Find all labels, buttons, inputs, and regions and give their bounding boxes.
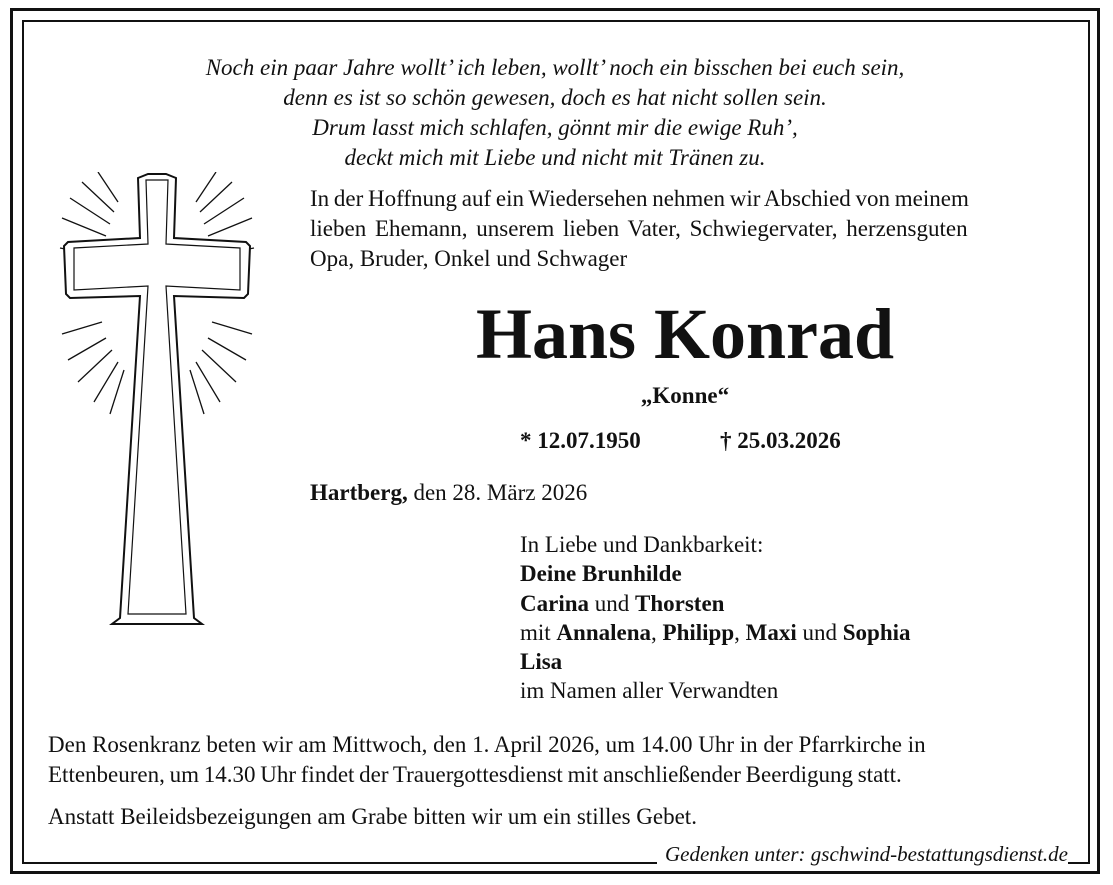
deceased-name: Hans Konrad <box>475 294 895 374</box>
birth-date: * 12.07.1950 <box>520 428 641 453</box>
signoff-closing: im Namen aller Verwandten <box>520 678 779 704</box>
memorial-website-link[interactable]: Gedenken unter: gschwind-bestattungsdienst.de <box>657 841 1068 867</box>
poem-line: denn es ist so schön gewesen, doch es hat nicht sollen sein. <box>283 85 827 110</box>
grandchild-name: Annalena <box>556 619 652 645</box>
signoff-relative: Lisa <box>520 649 563 675</box>
conjunction: und <box>796 619 843 645</box>
place-date <box>310 478 587 508</box>
date: den 28. März 2026 <box>407 480 588 505</box>
grandchild-name: Philipp <box>662 619 735 645</box>
intro-line: Opa, Bruder, Onkel und Schwager <box>310 246 628 271</box>
rosary-line: Den Rosenkranz beten wir am Mittwoch, den 1. April 2026, um 14.00 Uhr in der Pfarrkirche in <box>48 732 926 757</box>
child-name: Carina <box>520 590 589 616</box>
death-date: † 25.03.2026 <box>720 428 841 453</box>
signoff-intro: In Liebe und Dankbarkeit: <box>520 532 764 557</box>
grandchild-name: Maxi <box>745 619 797 645</box>
condolence-request: Anstatt Beileidsbezeigungen am Grabe bitten wir um ein stilles Gebet. <box>48 804 697 829</box>
signoff-wife: Deine Brunhilde <box>520 561 682 587</box>
conjunction: und <box>589 590 635 616</box>
deceased-nickname: „Konne“ <box>640 383 730 408</box>
poem-line: deckt mich mit Liebe und nicht mit Tränen zu. <box>344 145 766 170</box>
radiant-cross-icon <box>58 172 256 642</box>
poem <box>60 53 1050 173</box>
rosary-notice <box>48 730 1058 790</box>
preposition: mit <box>520 619 557 645</box>
place: Hartberg, <box>310 480 408 505</box>
intro-text <box>310 184 1056 274</box>
poem-line: Drum lasst mich schlafen, gönnt mir die ewige Ruh’, <box>312 115 798 140</box>
intro-line: lieben Ehemann, unserem lieben Vater, Schwiegervater, herzensguten <box>310 216 968 241</box>
intro-line: In der Hoffnung auf ein Wiedersehen nehmen wir Abschied von meinem <box>310 186 969 211</box>
signoff-grandchildren <box>520 618 911 647</box>
poem-line: Noch ein paar Jahre wollt’ ich leben, wollt’ noch ein bisschen bei euch sein, <box>205 55 905 80</box>
rosary-line: Ettenbeuren, um 14.30 Uhr findet der Trauergottesdienst mit anschließender Beerdigung statt. <box>48 762 902 787</box>
separator: , <box>734 619 746 645</box>
child-name: Thorsten <box>635 590 725 616</box>
separator: , <box>651 619 663 645</box>
signoff <box>520 530 911 706</box>
signoff-children <box>520 589 911 618</box>
grandchild-name: Sophia <box>842 619 911 645</box>
